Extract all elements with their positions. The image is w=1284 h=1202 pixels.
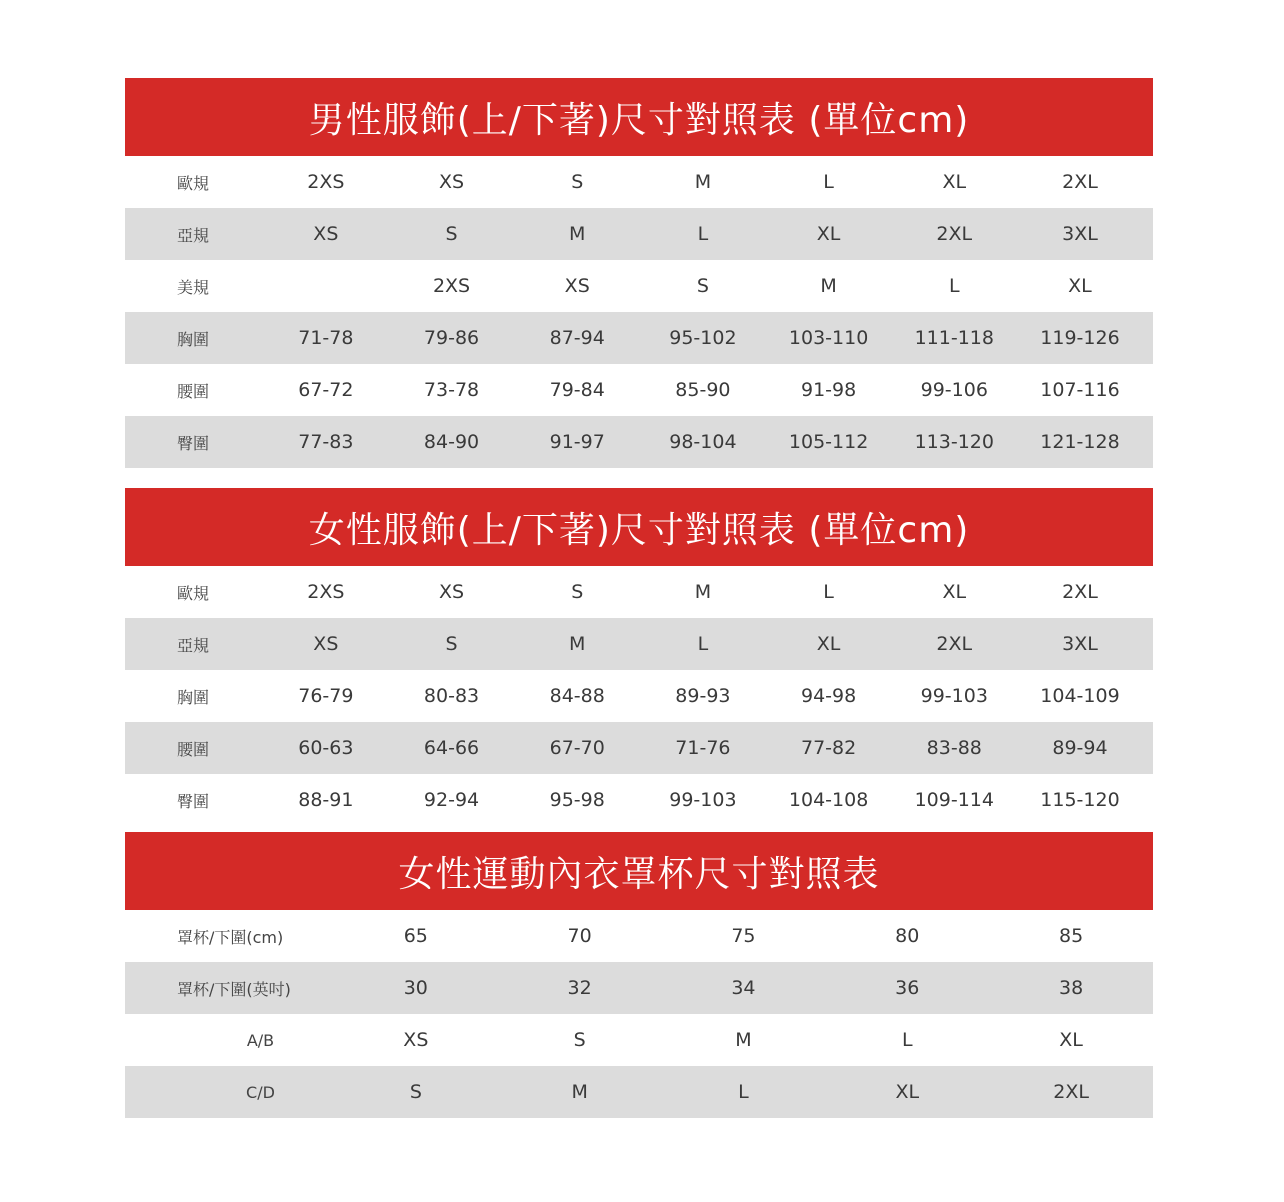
table-row <box>125 962 1153 1014</box>
table-cell: 76-79 <box>298 685 354 707</box>
row-label: 胸圍 <box>177 687 210 707</box>
table-cell: S <box>445 633 458 655</box>
table-row <box>125 364 1153 416</box>
table-cell: L <box>697 633 709 655</box>
table-cell: 71-76 <box>675 737 731 759</box>
table-cell: XS <box>403 1029 429 1051</box>
table-cell: 34 <box>731 977 756 999</box>
table-cell: 94-98 <box>800 685 857 707</box>
table-cell: XL <box>816 633 841 655</box>
table-cell: M <box>569 223 586 245</box>
table-cell: 105-112 <box>788 431 869 453</box>
table-cell: S <box>445 223 458 245</box>
table-cell: 67-70 <box>549 737 605 759</box>
table-cell: L <box>697 223 709 245</box>
table-cell: 2XS <box>307 581 345 603</box>
table-cell: 2XS <box>432 275 471 297</box>
row-label: 罩杯/下圍(英吋) <box>177 979 291 999</box>
table-cell: XS <box>313 633 339 655</box>
table-cell: 64-66 <box>423 737 480 759</box>
table-cell: M <box>694 581 712 603</box>
bra-table-body <box>125 910 1153 1118</box>
table-cell: S <box>571 171 584 193</box>
men-table-title: 男性服飾(上/下著)尺寸對照表 (單位cm) <box>125 78 1153 156</box>
table-cell: 95-98 <box>549 789 605 811</box>
table-cell: 83-88 <box>926 737 982 759</box>
table-cell: 75 <box>731 925 756 947</box>
table-cell: XS <box>564 275 590 297</box>
table-cell: 104-108 <box>788 789 869 811</box>
table-cell: 88-91 <box>298 789 354 811</box>
table-cell: XL <box>1068 275 1092 297</box>
row-label: 罩杯/下圍(cm) <box>177 927 284 947</box>
table-cell: 99-103 <box>920 685 988 707</box>
table-cell: 80-83 <box>423 685 480 707</box>
table-cell: 85-90 <box>675 379 731 401</box>
table-row <box>125 670 1153 722</box>
women-table-body <box>125 566 1153 826</box>
table-row <box>125 416 1153 468</box>
row-label: 美規 <box>177 277 210 297</box>
table-cell: 85 <box>1059 925 1084 947</box>
table-cell: XL <box>942 581 967 603</box>
table-row <box>125 208 1153 260</box>
table-cell: 92-94 <box>423 789 480 811</box>
table-cell: 109-114 <box>914 789 994 811</box>
table-cell: 60-63 <box>298 737 354 759</box>
table-row <box>125 312 1153 364</box>
table-cell: 32 <box>567 977 592 999</box>
women-table-title: 女性服飾(上/下著)尺寸對照表 (單位cm) <box>125 488 1153 566</box>
row-label: 腰圍 <box>177 739 210 759</box>
table-cell: XS <box>313 223 339 245</box>
table-cell: 2XL <box>1062 581 1098 603</box>
table-cell: S <box>409 1081 422 1103</box>
table-cell: 79-84 <box>549 379 605 401</box>
table-row <box>125 1014 1153 1066</box>
table-cell: 91-98 <box>800 379 857 401</box>
table-row <box>125 566 1153 618</box>
table-cell: 99-103 <box>669 789 737 811</box>
table-cell: M <box>694 171 712 193</box>
row-label: 腰圍 <box>177 381 210 401</box>
table-cell: 70 <box>567 925 592 947</box>
bra-table-title: 女性運動內衣罩杯尺寸對照表 <box>125 832 1153 910</box>
table-cell: 38 <box>1059 977 1084 999</box>
table-row <box>125 618 1153 670</box>
table-cell: S <box>696 275 709 297</box>
table-cell: 103-110 <box>788 327 869 349</box>
table-cell: 113-120 <box>914 431 994 453</box>
table-cell: 119-126 <box>1040 327 1120 349</box>
table-cell: 73-78 <box>423 379 480 401</box>
row-label: 亞規 <box>177 635 210 655</box>
table-cell: 121-128 <box>1040 431 1120 453</box>
table-cell: M <box>735 1029 752 1051</box>
table-cell: XL <box>942 171 967 193</box>
table-cell: XL <box>895 1081 920 1103</box>
table-cell: 2XL <box>1053 1081 1089 1103</box>
table-cell: S <box>573 1029 586 1051</box>
table-row <box>125 156 1153 208</box>
table-cell: L <box>823 171 834 193</box>
table-cell: XL <box>1059 1029 1083 1051</box>
table-cell: 80 <box>895 925 920 947</box>
table-cell: 3XL <box>1062 633 1098 655</box>
table-cell: 104-109 <box>1040 685 1120 707</box>
table-cell: XL <box>816 223 841 245</box>
table-cell: 2XL <box>1062 171 1098 193</box>
table-cell: 79-86 <box>423 327 480 349</box>
table-row <box>125 260 1153 312</box>
row-label: 歐規 <box>177 583 210 603</box>
row-label: 臀圍 <box>177 433 210 453</box>
row-label: A/B <box>246 1030 275 1050</box>
table-cell: L <box>738 1081 749 1103</box>
row-label: 臀圍 <box>177 791 210 811</box>
table-cell: S <box>571 581 584 603</box>
women-size-table <box>125 488 1153 826</box>
table-cell: 36 <box>895 977 920 999</box>
table-cell: 30 <box>403 977 428 999</box>
table-cell: 89-93 <box>675 685 731 707</box>
table-cell: 98-104 <box>669 431 737 453</box>
table-cell: L <box>823 581 834 603</box>
table-cell: 2XL <box>936 633 973 655</box>
table-row <box>125 1066 1153 1118</box>
table-cell: 71-78 <box>298 327 354 349</box>
table-cell: XS <box>438 581 465 603</box>
table-cell: 65 <box>403 925 428 947</box>
table-cell: L <box>901 1029 913 1051</box>
table-cell: M <box>569 633 586 655</box>
table-row <box>125 722 1153 774</box>
table-cell: XS <box>438 171 465 193</box>
table-cell: 2XL <box>936 223 973 245</box>
table-cell: 77-82 <box>800 737 857 759</box>
table-cell: 77-83 <box>298 431 354 453</box>
table-cell: 2XS <box>307 171 345 193</box>
table-cell: 87-94 <box>549 327 605 349</box>
table-row <box>125 774 1153 826</box>
table-cell: 111-118 <box>914 327 994 349</box>
table-cell: 91-97 <box>549 431 605 453</box>
table-cell: 107-116 <box>1040 379 1120 401</box>
table-cell: M <box>571 1081 588 1103</box>
row-label: 亞規 <box>177 225 210 245</box>
table-cell: 3XL <box>1062 223 1098 245</box>
table-cell: 89-94 <box>1052 737 1108 759</box>
table-cell: 67-72 <box>298 379 354 401</box>
table-cell: 99-106 <box>920 379 988 401</box>
men-table-body <box>125 156 1153 468</box>
table-cell: 84-90 <box>423 431 480 453</box>
table-cell: 95-102 <box>669 327 737 349</box>
row-label: 歐規 <box>177 173 210 193</box>
row-label: C/D <box>246 1082 275 1102</box>
table-cell: 84-88 <box>549 685 605 707</box>
men-size-table <box>125 78 1153 468</box>
row-label: 胸圍 <box>177 329 210 349</box>
table-cell: M <box>820 275 837 297</box>
table-cell: L <box>948 275 960 297</box>
bra-size-table <box>125 832 1153 1118</box>
table-cell: 115-120 <box>1040 789 1120 811</box>
table-row <box>125 910 1153 962</box>
